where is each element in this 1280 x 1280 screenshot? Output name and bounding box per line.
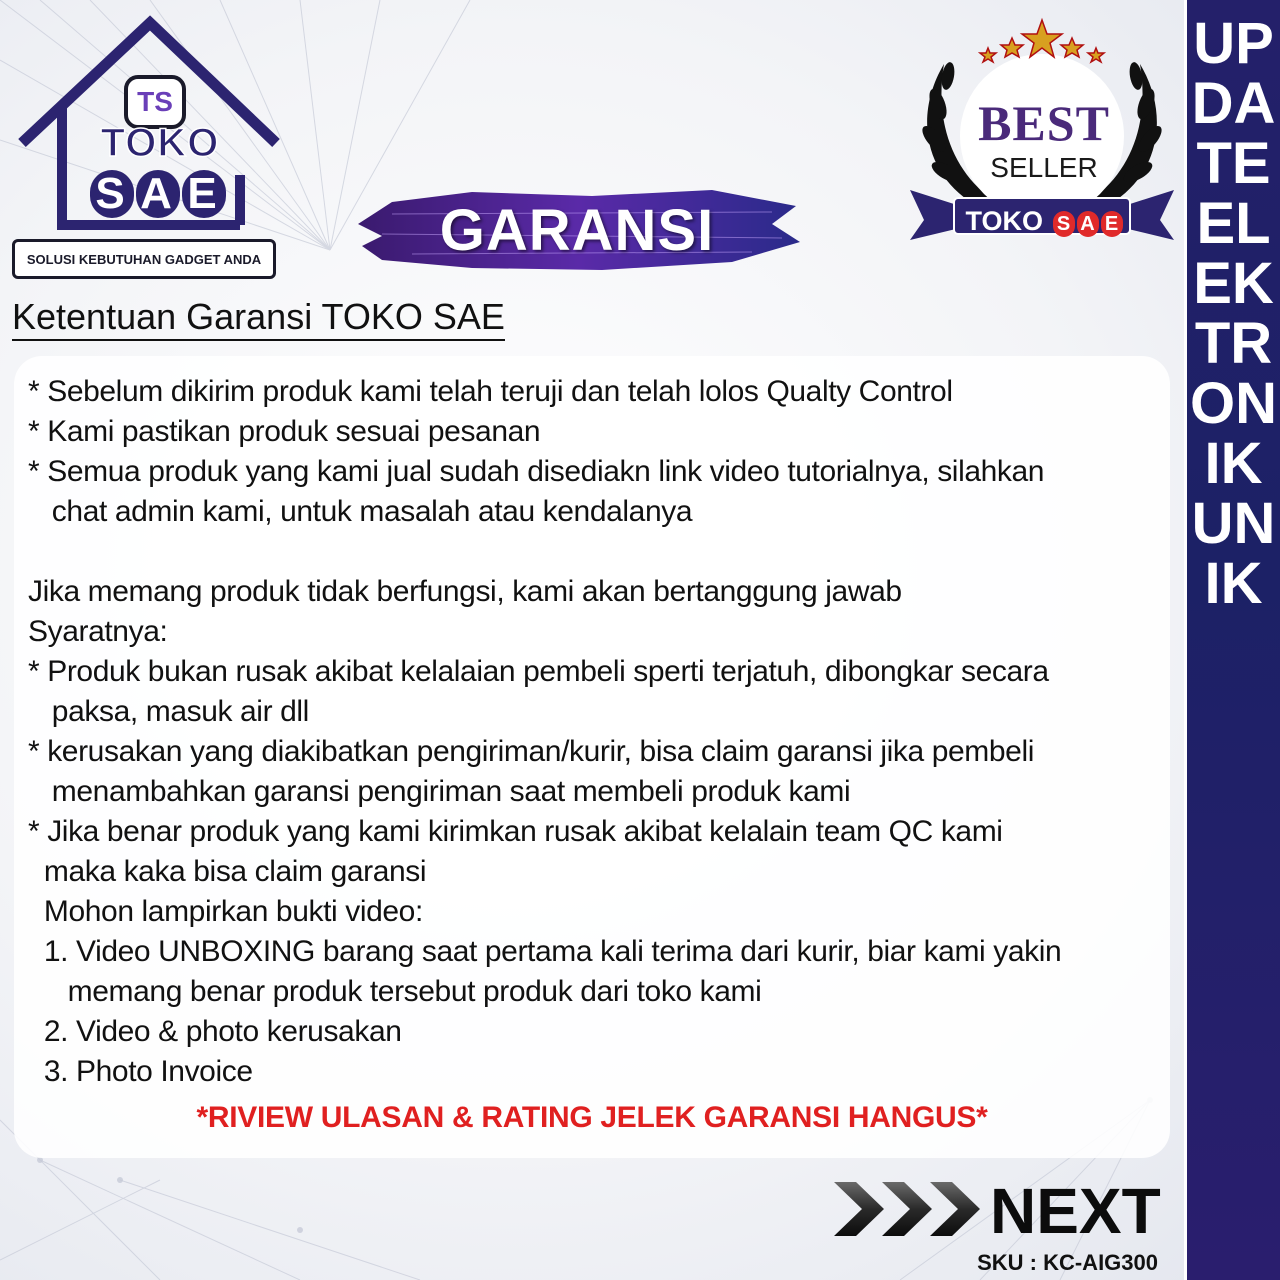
logo-brand-bottom: [82, 169, 234, 219]
terms-line: * Produk bukan rusak akibat kelalaian pembeli sperti terjatuh, dibongkar secara: [28, 655, 1049, 688]
toko-sae-logo: [10, 15, 282, 273]
terms-line: * Jika benar produk yang kami kirimkan rusak akibat kelalain team QC kami: [28, 815, 1003, 848]
page-title: Ketentuan Garansi TOKO SAE: [12, 296, 505, 341]
terms-line: * kerusakan yang diakibatkan pengiriman/kurir, bisa claim garansi jika pembeli: [28, 735, 1034, 768]
sku-label: SKU : KC-AIG300: [977, 1250, 1158, 1275]
logo-brand-top: TOKO: [100, 121, 220, 165]
warranty-terms: [28, 372, 1168, 1092]
terms-line: [28, 532, 1168, 572]
terms-line: * Semua produk yang kami jual sudah disediakn link video tutorialnya, silahkan: [28, 455, 1045, 488]
garansi-title: GARANSI: [439, 197, 715, 263]
terms-line: 3. Photo Invoice: [28, 1055, 253, 1088]
terms-line: paksa, masuk air dll: [28, 695, 309, 728]
sidebar-vertical-text: UPDATEELEKTRONIKUNIK: [1190, 11, 1277, 616]
logo-monogram: TS: [124, 75, 186, 129]
badge-ribbon-sae: S A E: [1051, 206, 1123, 236]
terms-line: * Sebelum dikirim produk kami telah teruji dan telah lolos Qualty Control: [28, 375, 953, 408]
logo-letter-a: A: [136, 170, 180, 218]
terms-line: Mohon lampirkan bukti video:: [28, 895, 423, 928]
terms-line: menambahkan garansi pengiriman saat membeli produk kami: [28, 775, 851, 808]
terms-line: memang benar produk tersebut produk dari toko kami: [28, 975, 762, 1008]
terms-line: 1. Video UNBOXING barang saat pertama kali terima dari kurir, biar kami yakin: [28, 935, 1062, 968]
terms-line: maka kaka bisa claim garansi: [28, 855, 427, 888]
badge-ribbon-text: [964, 206, 1124, 237]
warranty-void-warning: *RIVIEW ULASAN & RATING JELEK GARANSI HANGUS*: [196, 1101, 988, 1134]
terms-line: chat admin kami, untuk masalah atau kendalanya: [28, 495, 693, 528]
logo-letter-s: S: [90, 170, 134, 218]
garansi-banner: [352, 184, 802, 276]
terms-line: Jika memang produk tidak berfungsi, kami akan bertanggung jawab: [28, 575, 902, 608]
update-elektronik-unik-sidebar: [1184, 0, 1280, 1280]
logo-tagline: SOLUSI KEBUTUHAN GADGET ANDA: [12, 239, 276, 279]
terms-line: Syaratnya:: [28, 615, 168, 648]
badge-ribbon-toko: TOKO: [965, 206, 1043, 236]
badge-seller-text: SELLER: [990, 152, 1098, 183]
triple-chevron-right-icon: [834, 1174, 994, 1244]
terms-line: 2. Video & photo kerusakan: [28, 1015, 402, 1048]
next-button[interactable]: [834, 1174, 1164, 1247]
best-seller-badge: [904, 14, 1180, 250]
logo-letter-e: E: [182, 170, 226, 218]
next-label: NEXT: [990, 1175, 1161, 1247]
badge-best-text: BEST: [978, 95, 1110, 151]
terms-line: * Kami pastikan produk sesuai pesanan: [28, 415, 541, 448]
